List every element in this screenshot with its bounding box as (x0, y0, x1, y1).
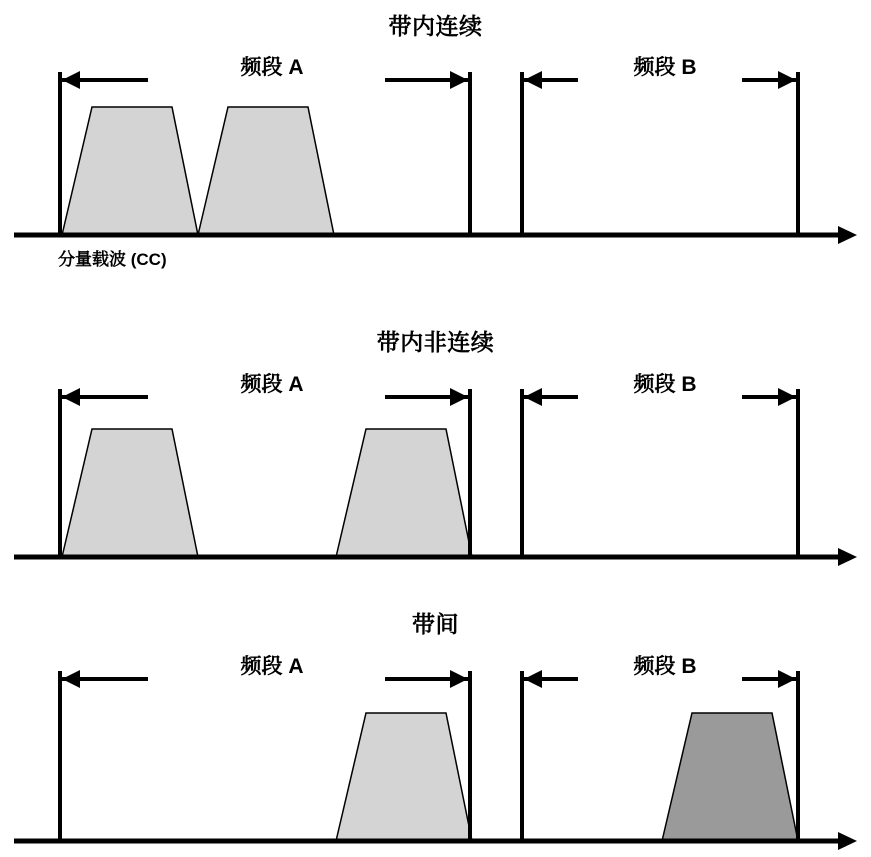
band-b-label: 频段 B (633, 56, 697, 79)
panel-title: 带内非连续 (376, 329, 495, 355)
panel-title: 带内连续 (388, 13, 483, 39)
carrier-shape (336, 713, 472, 841)
panel-title: 带间 (412, 611, 459, 637)
panel-intra-band-non-contiguous (0, 285, 871, 570)
carrier-shape (62, 107, 198, 235)
band-b-label: 频段 B (633, 373, 697, 396)
panel-graphics (0, 0, 871, 285)
carrier-shape (662, 713, 798, 841)
carrier-shape (62, 429, 198, 557)
panel-inter-band (0, 570, 871, 857)
carrier-shape (198, 107, 334, 235)
carrier-shape (336, 429, 472, 557)
panel-intra-band-contiguous (0, 0, 871, 285)
band-a-label: 频段 A (240, 56, 304, 79)
component-carrier-label: 分量载波 (CC) (58, 250, 167, 269)
panel-graphics (0, 570, 871, 857)
band-a-label: 频段 A (240, 373, 304, 396)
band-b-label: 频段 B (633, 655, 697, 678)
band-a-label: 频段 A (240, 655, 304, 678)
panel-graphics (0, 285, 871, 570)
